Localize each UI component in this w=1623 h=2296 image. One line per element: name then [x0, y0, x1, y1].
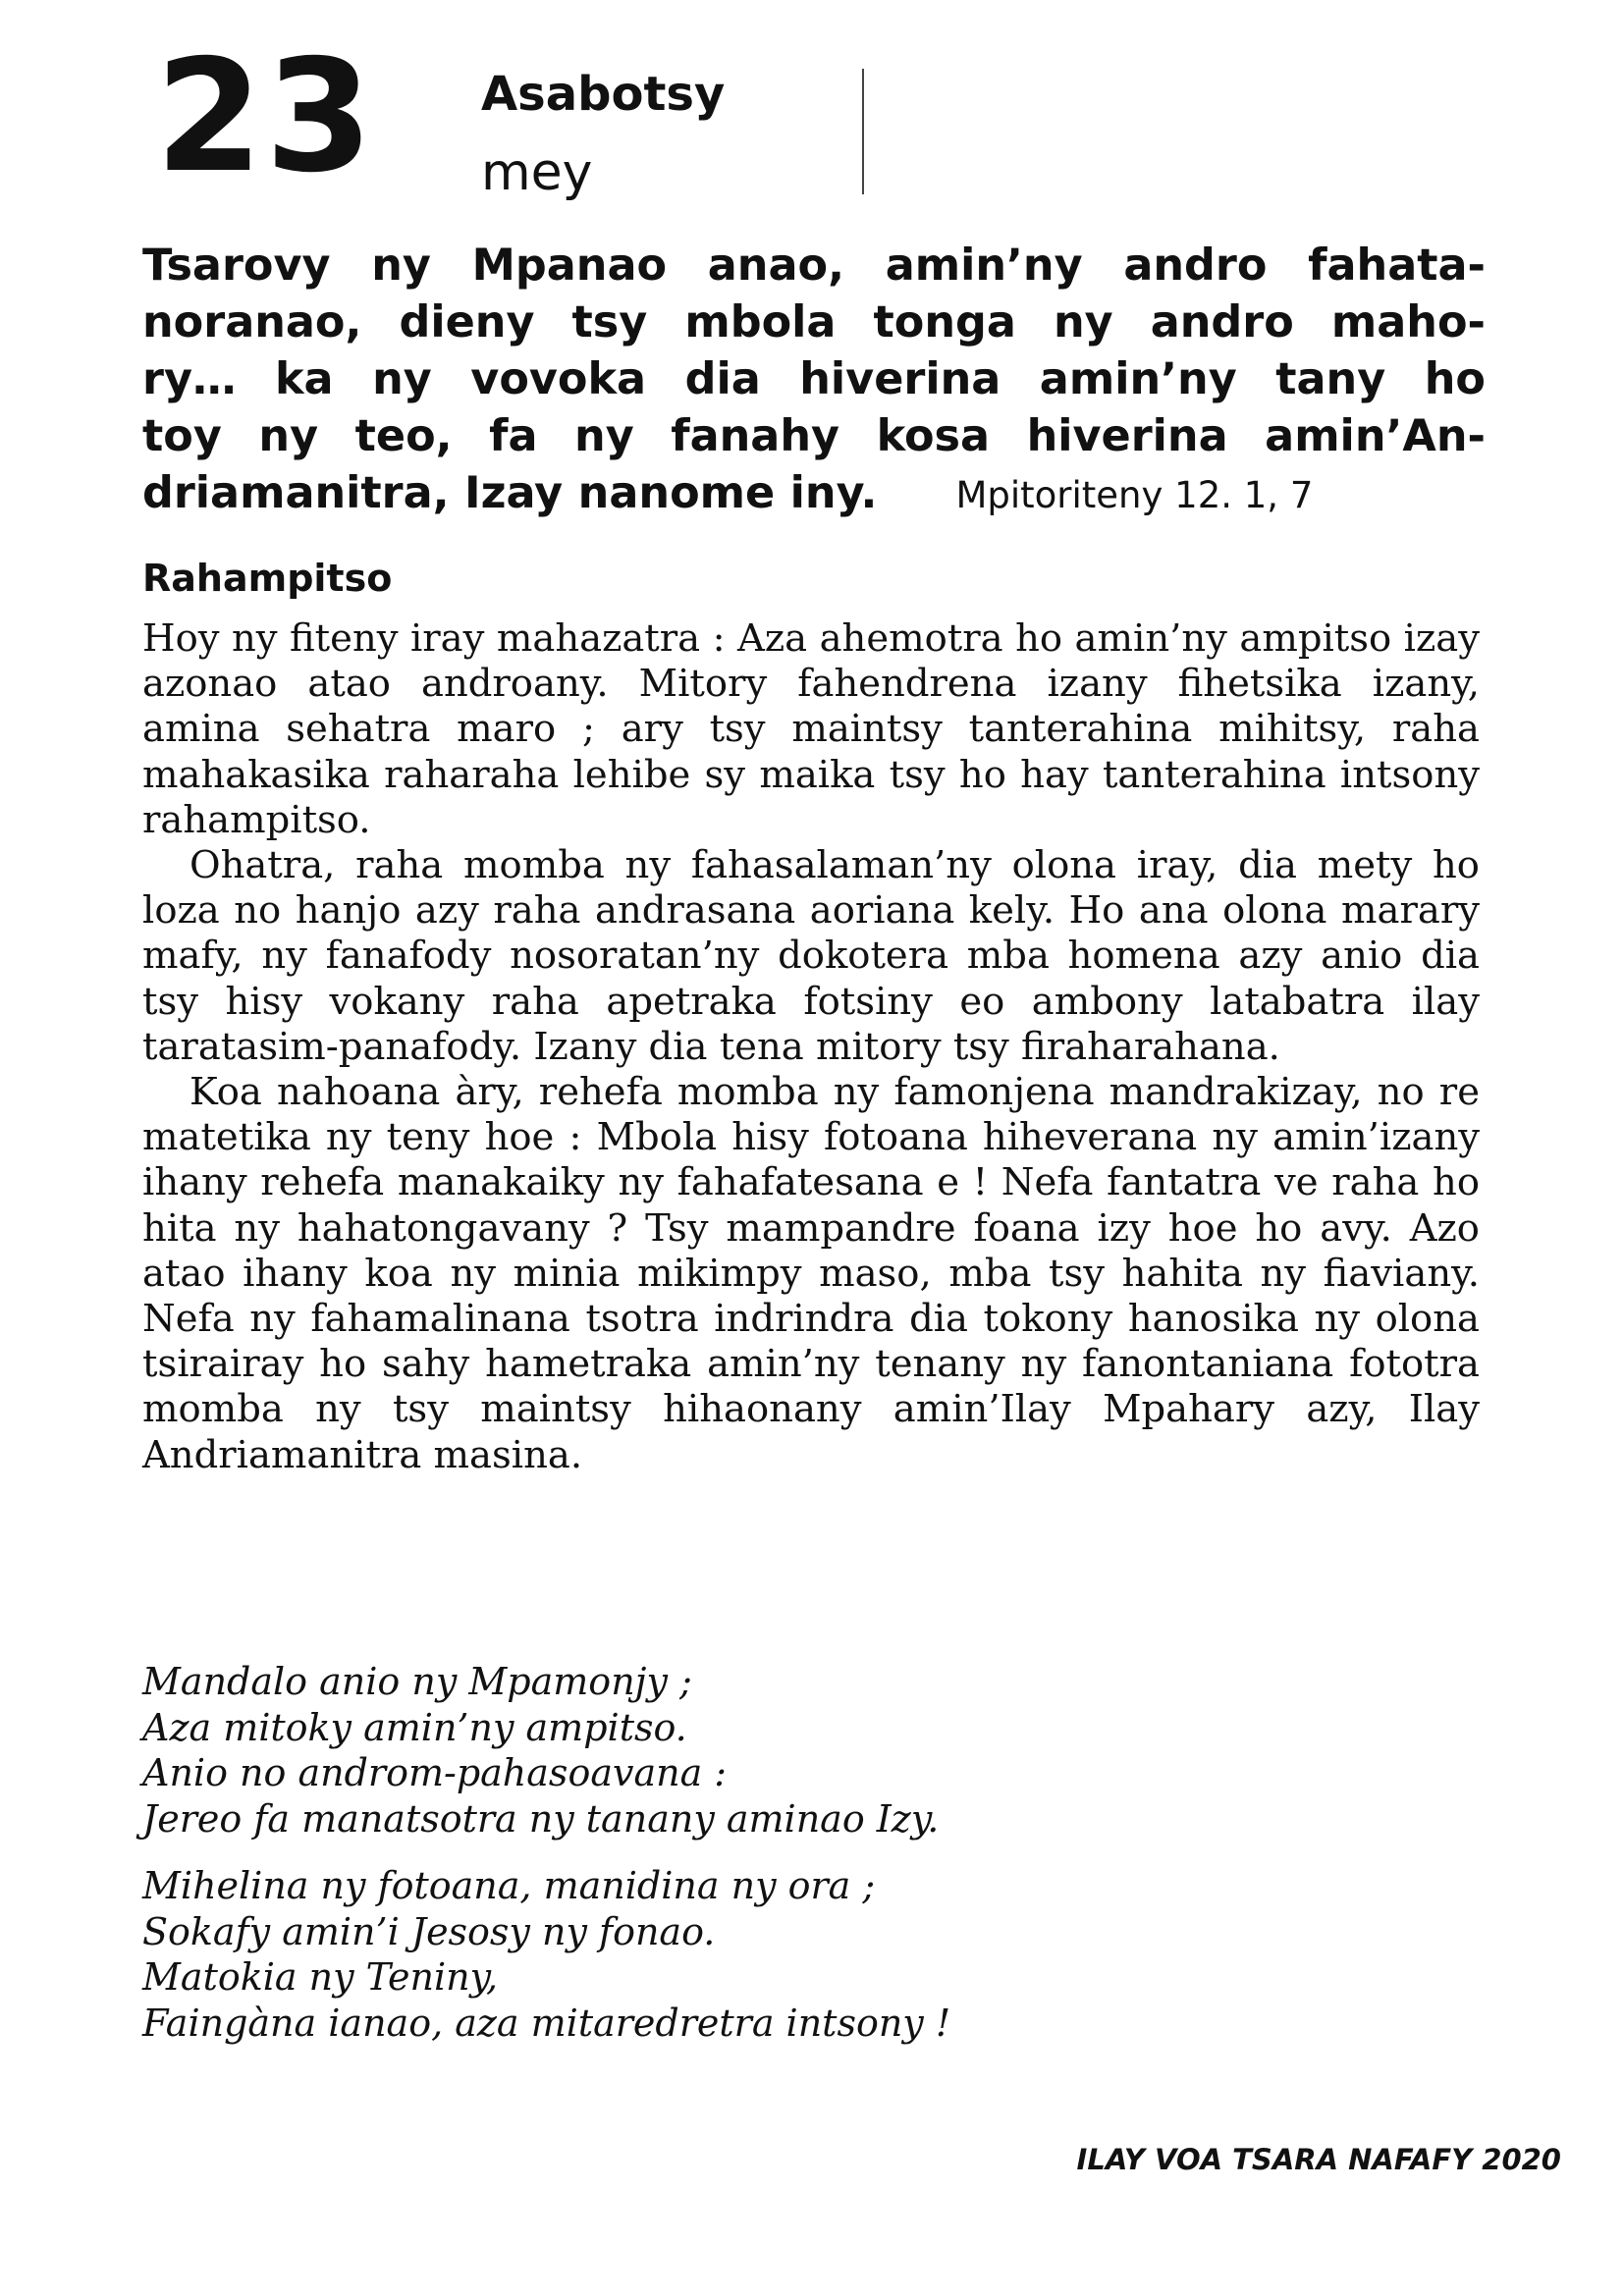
verse-line: driamanitra, Izay nanome iny. — [142, 468, 878, 518]
verse-reference: Mpitoriteny 12. 1, 7 — [955, 474, 1314, 516]
verse-line-last — [142, 465, 1486, 524]
reflection-heading: Rahampitso — [142, 557, 393, 600]
verse-line: Tsarovy ny Mpanao anao, amin’ny andro fahata- — [142, 240, 1486, 291]
footer-publication: ILAY VOA TSARA NAFAFY 2020 — [1076, 2143, 1561, 2176]
header-divider — [862, 69, 864, 194]
month-label: mey — [481, 143, 593, 202]
poem-line: Aza mitoky amin’ny ampitso. — [142, 1705, 687, 1749]
poem-line: Anio no androm-pahasoavana : — [142, 1751, 728, 1794]
poem-line: Sokafy amin’i Jesosy ny fonao. — [142, 1909, 716, 1953]
paragraph: Ohatra, raha momba ny fahasalaman’ny olona iray, dia mety ho loza no hanjo azy raha andrasana aoriana kely. Ho ana olona marary mafy, ny fanafody nosoratan’ny dokotera mba homena azy anio dia tsy hisy vokany raha apetraka fotsiny eo ambony latabatra ilay taratasim-panafody. Izany dia tena mitory tsy firaharahana. — [142, 843, 1480, 1069]
verse-line: toy ny teo, fa ny fanahy kosa hiverina amin’An- — [142, 411, 1486, 461]
poem-line: Mihelina ny fotoana, manidina ny ora ; — [142, 1864, 876, 1907]
poem-line: Mandalo anio ny Mpamonjy ; — [142, 1660, 692, 1703]
day-number: 23 — [155, 27, 375, 207]
poem-line: Faingàna ianao, aza mitaredretra intsony ! — [142, 2001, 951, 2045]
paragraph: Hoy ny fiteny iray mahazatra : Aza ahemotra ho amin’ny ampitso izay azonao atao androany. Mitory fahendrena izany fihetsika izany, amina sehatra maro ; ary tsy maintsy tanterahina mihitsy, raha mahakasika raharaha lehibe sy maika tsy ho hay tanterahina intsony rahampitso. — [142, 616, 1480, 842]
poem-stanza — [142, 1659, 1480, 1842]
verse-line: noranao, dieny tsy mbola tonga ny andro maho- — [142, 297, 1486, 347]
bible-verse — [142, 238, 1486, 524]
reflection-body — [142, 616, 1480, 1478]
paragraph: Koa nahoana àry, rehefa momba ny famonjena mandrakizay, no re matetika ny teny hoe : Mbola hisy fotoana hiheverana ny amin’izany ihany rehefa manakaiky ny fahafatesana e ! Nefa fantatra ve raha ho hita ny hahatongavany ? Tsy mampandre foana izy hoe ho avy. Azo atao ihany koa ny minia mikimpy maso, mba tsy hahita ny fiaviany. Nefa ny fahamalinana tsotra indrindra dia tokony hanosika ny olona tsirairay ho sahy hametraka amin’ny tenany ny fanontaniana fototra momba ny tsy maintsy hihaonany amin’Ilay Mpahary azy, Ilay Andriamanitra masina. — [142, 1070, 1480, 1477]
poem-stanza — [142, 1863, 1480, 2046]
poem-line: Jereo fa manatsotra ny tanany aminao Izy. — [142, 1796, 940, 1841]
poem-line: Matokia ny Teniny, — [142, 1955, 499, 1999]
verse-line: ry… ka ny vovoka dia hiverina amin’ny tany ho — [142, 354, 1486, 404]
weekday-label: Asabotsy — [481, 67, 726, 122]
